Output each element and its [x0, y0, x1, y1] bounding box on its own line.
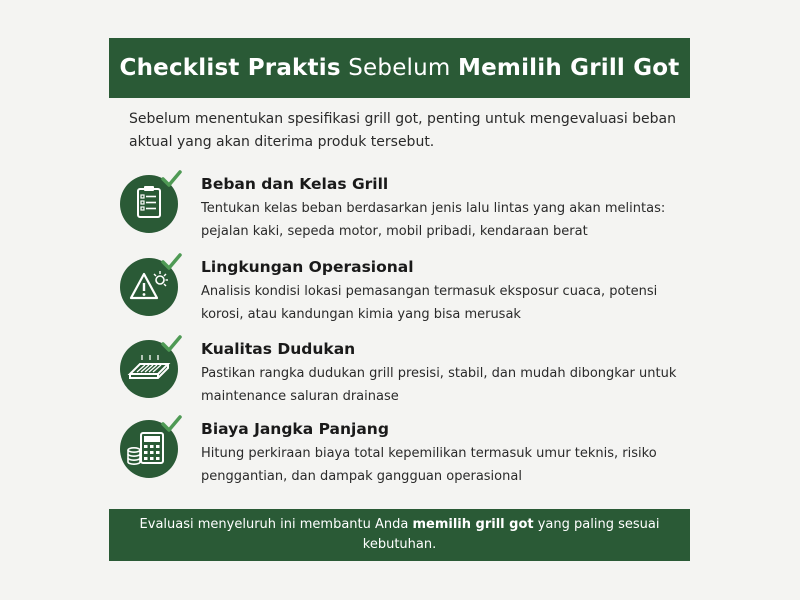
footer-text-emphasis: memilih grill got [412, 517, 534, 532]
item-title: Lingkungan Operasional [201, 258, 414, 276]
title-part-bold-2: Memilih Grill Got [458, 55, 680, 81]
footer-banner [109, 509, 690, 561]
checklist-item-beban [120, 175, 700, 245]
item-description: Pastikan rangka dudukan grill presisi, stabil, dan mudah dibongkar untuk maintenance saluran drainase [201, 366, 677, 404]
item-title: Beban dan Kelas Grill [201, 175, 389, 193]
header-banner [109, 38, 690, 98]
item-description: Analisis kondisi lokasi pemasangan termasuk eksposur cuaca, potensi korosi, atau kandungan kimia yang bisa merusak [201, 284, 658, 322]
checkmark-icon [160, 414, 182, 434]
title-part-bold-1: Checklist Praktis [119, 55, 341, 81]
item-description: Tentukan kelas beban berdasarkan jenis lalu lintas yang akan melintas: pejalan kaki, sepeda motor, mobil pribadi, kendaraan berat [201, 201, 666, 239]
item-title: Kualitas Dudukan [201, 340, 356, 358]
checkmark-icon [160, 334, 182, 354]
checklist-item-biaya [120, 420, 700, 490]
item-description: Hitung perkiraan biaya total kepemilikan termasuk umur teknis, risiko penggantian, dan dampak gangguan operasional [201, 446, 657, 484]
footer-text [129, 515, 670, 555]
intro-text: Sebelum menentukan spesifikasi grill got, penting untuk mengevaluasi beban aktual yang akan diterima produk tersebut. [129, 111, 676, 150]
checkmark-icon [160, 252, 182, 272]
checklist-item-dudukan [120, 340, 700, 410]
title-part-regular: Sebelum [340, 55, 459, 81]
footer-text-part-1: Evaluasi menyeluruh ini membantu Anda [139, 517, 413, 532]
checkmark-icon [160, 169, 182, 189]
checklist-item-lingkungan [120, 258, 700, 328]
page-title [120, 55, 680, 81]
footer-text-part-3: yang paling sesuai kebutuhan. [362, 517, 660, 552]
item-title: Biaya Jangka Panjang [201, 420, 389, 438]
